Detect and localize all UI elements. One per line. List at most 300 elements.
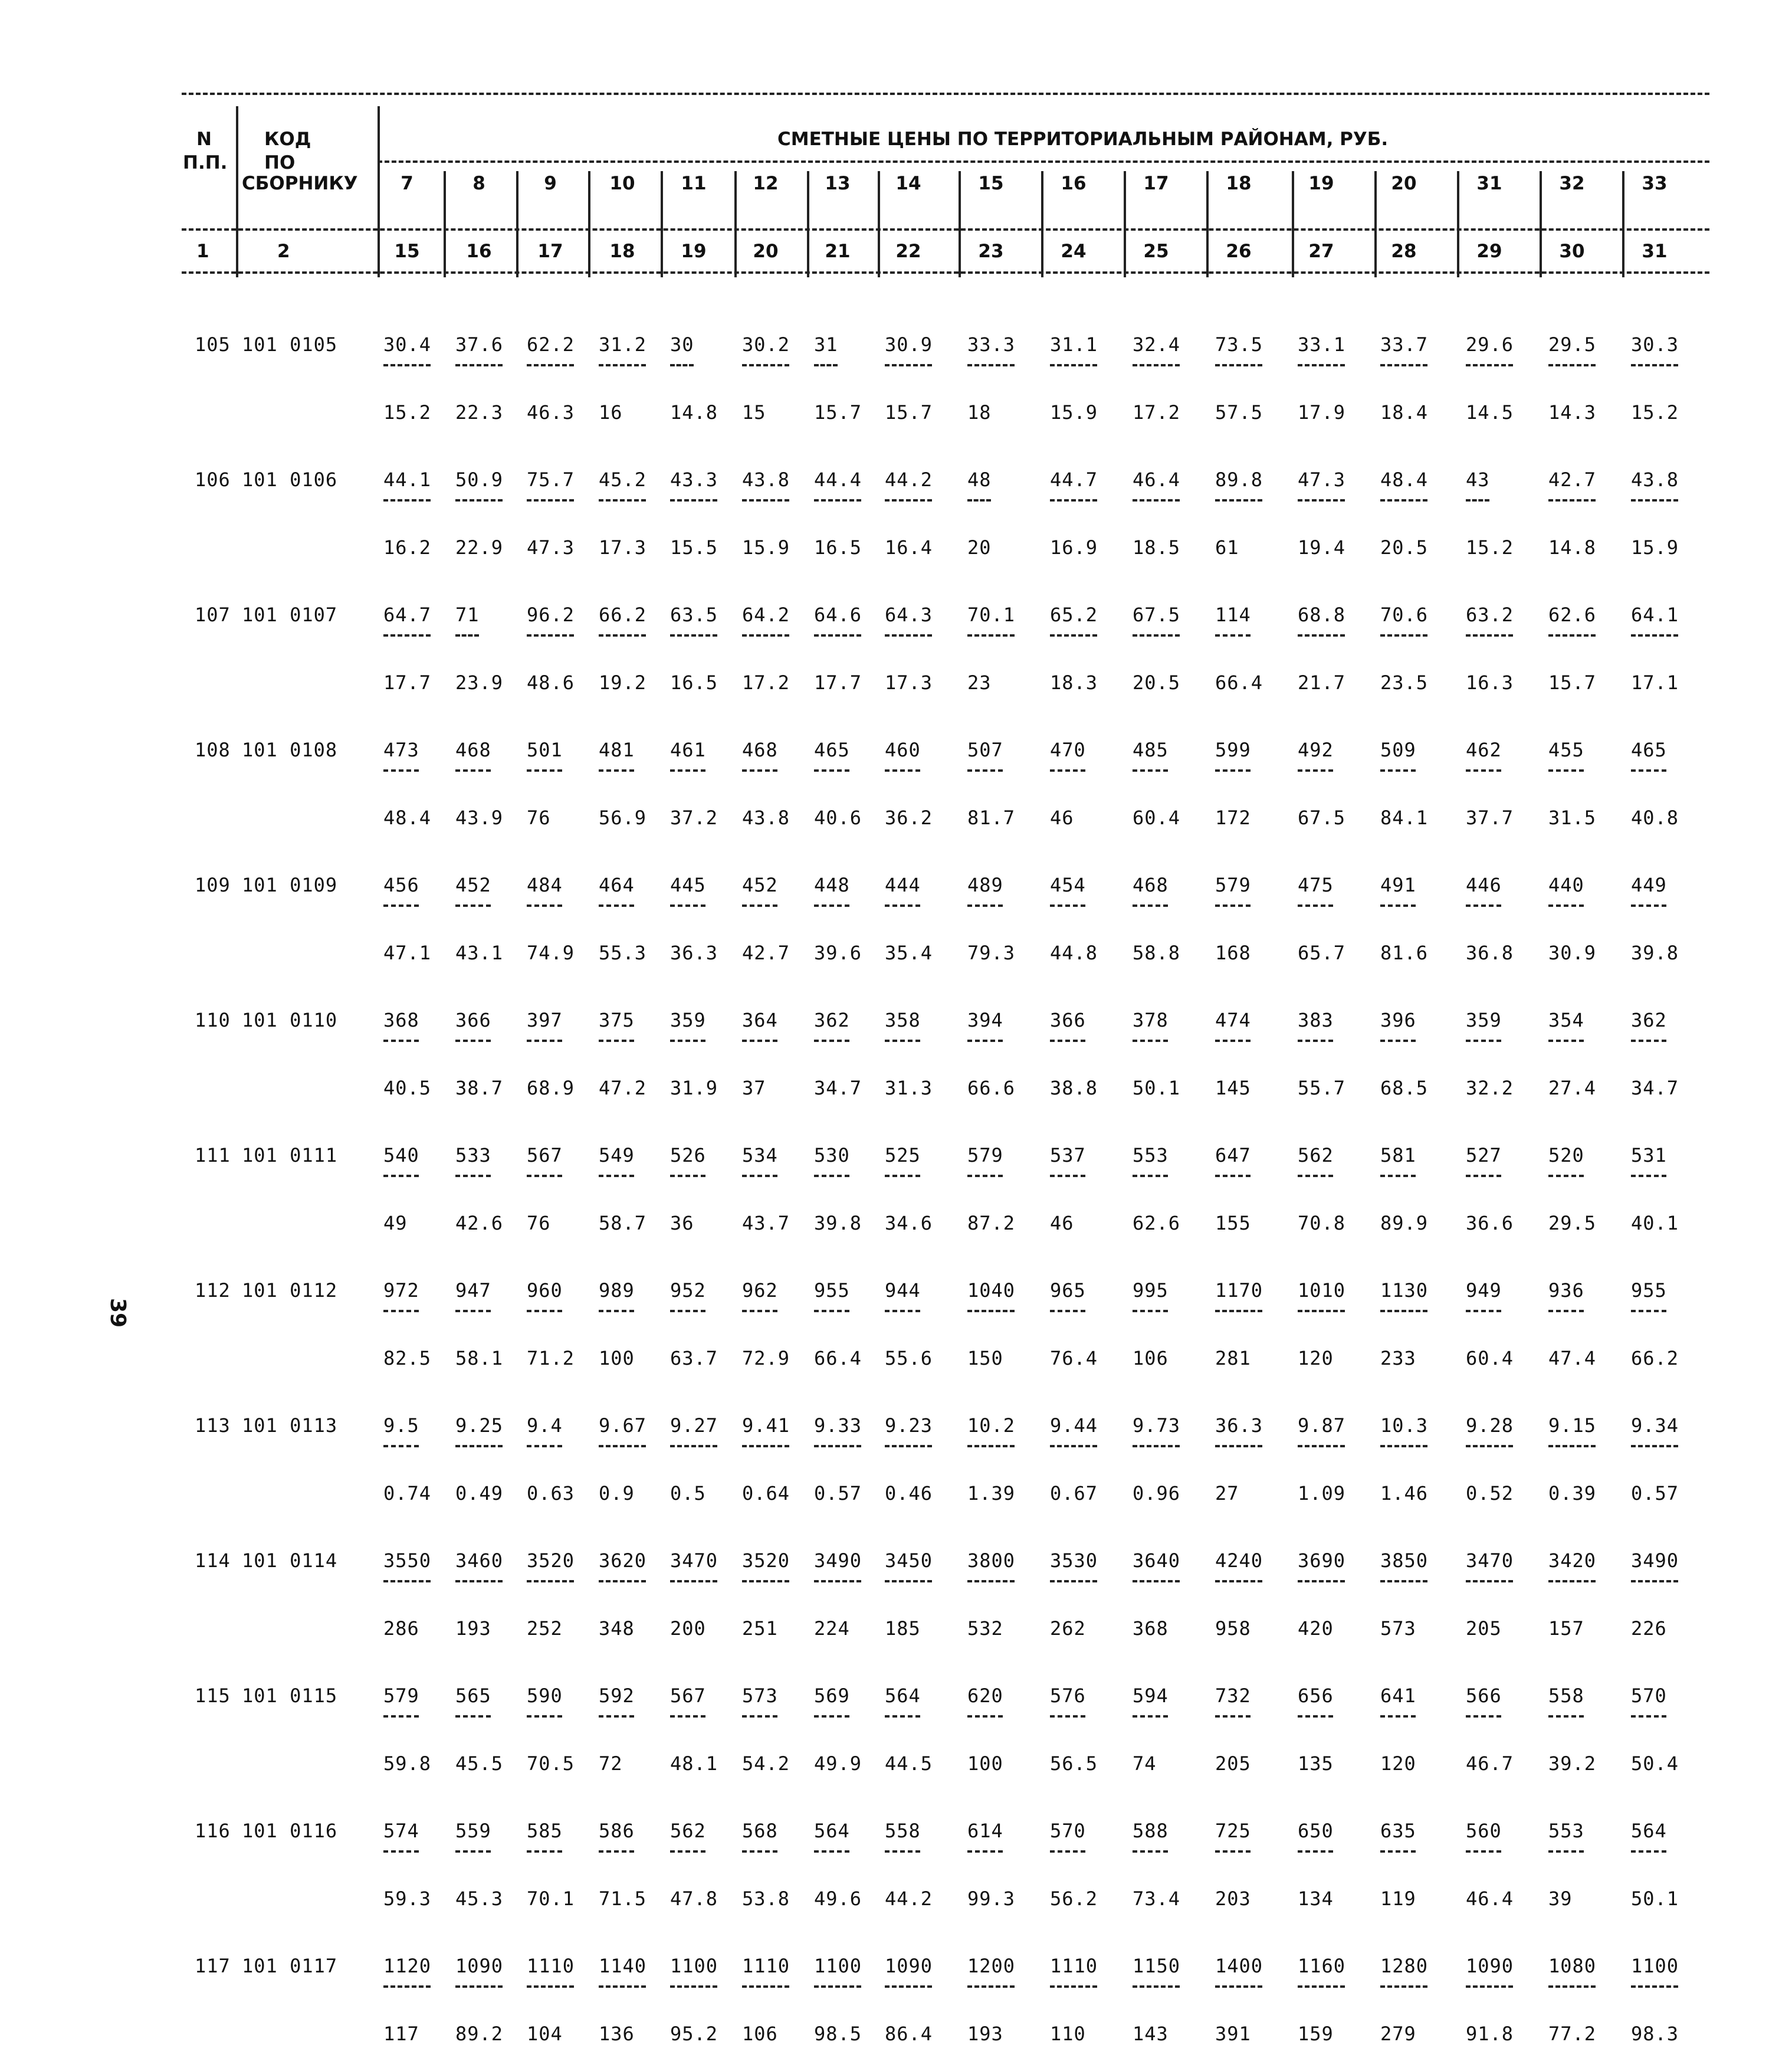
- fraction-bar: [1631, 904, 1666, 907]
- price-cell: 48.4: [383, 806, 432, 829]
- price-cell: 44.2: [885, 468, 933, 491]
- fraction-bar: [1380, 1445, 1427, 1447]
- price-cell: 9.67: [599, 1414, 647, 1437]
- price-cell: 1100: [814, 1955, 862, 1977]
- fraction-bar: [599, 1445, 646, 1447]
- price-cell: 1090: [1466, 1955, 1514, 1977]
- price-cell: 391: [1215, 2022, 1251, 2045]
- price-cell: 10.2: [967, 1414, 1016, 1437]
- fraction-bar: [1380, 1040, 1416, 1042]
- fraction-bar: [1548, 1040, 1584, 1042]
- price-cell: 70.6: [1380, 604, 1429, 626]
- fraction-bar: [967, 1850, 1003, 1853]
- price-cell: 16.5: [670, 671, 718, 694]
- price-cell: 63.7: [670, 1346, 718, 1369]
- price-cell: 71: [455, 604, 480, 626]
- fraction-bar: [599, 634, 646, 637]
- fraction-bar: [1215, 1715, 1251, 1718]
- price-cell: 50.1: [1133, 1076, 1181, 1099]
- fraction-bar: [1298, 1715, 1333, 1718]
- price-cell: 955: [814, 1279, 850, 1302]
- price-cell: 48.1: [670, 1752, 718, 1775]
- fraction-bar: [742, 1445, 789, 1447]
- price-cell: 989: [599, 1279, 635, 1302]
- price-cell: 89.9: [1380, 1211, 1429, 1234]
- fraction-bar: [1298, 1445, 1345, 1447]
- fraction-bar: [383, 904, 419, 907]
- price-cell: 0.96: [1133, 1482, 1181, 1505]
- price-cell: 36.8: [1466, 941, 1514, 964]
- price-cell: 1400: [1215, 1955, 1263, 1977]
- price-cell: 67.5: [1133, 604, 1181, 626]
- price-cell: 42.6: [455, 1211, 504, 1234]
- fraction-bar: [885, 769, 920, 772]
- fraction-bar: [599, 1850, 634, 1853]
- fraction-bar: [742, 1850, 777, 1853]
- price-cell: 31.9: [670, 1076, 718, 1099]
- header-index-1: 1: [196, 241, 209, 262]
- fraction-bar: [1050, 499, 1097, 502]
- district-number: 10: [609, 173, 635, 194]
- price-cell: 1.39: [967, 1482, 1016, 1505]
- price-cell: 378: [1133, 1009, 1169, 1031]
- price-cell: 66.2: [1631, 1346, 1679, 1369]
- row-number: 117: [195, 1955, 231, 1977]
- fraction-bar: [1380, 364, 1427, 366]
- price-cell: 1150: [1133, 1955, 1181, 1977]
- price-cell: 3460: [455, 1549, 504, 1572]
- price-cell: 468: [455, 739, 491, 761]
- price-cell: 4240: [1215, 1549, 1263, 1572]
- price-cell: 81.6: [1380, 941, 1429, 964]
- price-cell: 46.4: [1466, 1887, 1514, 1910]
- fraction-bar: [383, 1310, 419, 1312]
- price-cell: 9.25: [455, 1414, 504, 1437]
- price-cell: 465: [814, 739, 850, 761]
- price-cell: 68.5: [1380, 1076, 1429, 1099]
- price-cell: 104: [527, 2022, 563, 2045]
- district-number: 7: [401, 173, 413, 194]
- district-number: 33: [1642, 173, 1668, 194]
- price-cell: 3550: [383, 1549, 432, 1572]
- price-cell: 64.1: [1631, 604, 1679, 626]
- fraction-bar: [1215, 1040, 1251, 1042]
- column-index: 22: [895, 241, 921, 262]
- price-cell: 71.5: [599, 1887, 647, 1910]
- fraction-bar: [885, 1310, 920, 1312]
- price-cell: 46.7: [1466, 1752, 1514, 1775]
- fraction-bar: [1215, 634, 1251, 637]
- price-cell: 29.6: [1466, 333, 1514, 356]
- fraction-bar: [814, 769, 849, 772]
- price-cell: 49.6: [814, 1887, 862, 1910]
- fraction-bar: [1133, 1715, 1168, 1718]
- price-cell: 581: [1380, 1144, 1416, 1166]
- price-cell: 358: [885, 1009, 921, 1031]
- price-cell: 21.7: [1298, 671, 1346, 694]
- fraction-bar: [1133, 904, 1168, 907]
- fraction-bar: [1548, 1310, 1584, 1312]
- row-code: 101 0110: [242, 1009, 338, 1031]
- price-cell: 440: [1548, 874, 1584, 896]
- fraction-bar: [742, 1580, 789, 1582]
- price-cell: 461: [670, 739, 706, 761]
- fraction-bar: [967, 1310, 1015, 1312]
- fraction-bar: [527, 1040, 562, 1042]
- price-cell: 43: [1466, 468, 1490, 491]
- price-cell: 1130: [1380, 1279, 1429, 1302]
- price-cell: 20.5: [1380, 536, 1429, 559]
- fraction-bar: [1215, 1310, 1262, 1312]
- price-cell: 159: [1298, 2022, 1334, 2045]
- price-cell: 590: [527, 1684, 563, 1707]
- price-cell: 520: [1548, 1144, 1584, 1166]
- fraction-bar: [1215, 1445, 1262, 1447]
- price-cell: 1200: [967, 1955, 1016, 1977]
- fraction-bar: [814, 904, 849, 907]
- price-cell: 936: [1548, 1279, 1584, 1302]
- price-cell: 396: [1380, 1009, 1416, 1031]
- fraction-bar: [1215, 499, 1262, 502]
- column-divider: [878, 171, 880, 277]
- price-cell: 96.2: [527, 604, 575, 626]
- price-cell: 17.2: [1133, 401, 1181, 424]
- fraction-bar: [1548, 499, 1596, 502]
- price-cell: 553: [1133, 1144, 1169, 1166]
- price-cell: 368: [1133, 1617, 1169, 1640]
- price-cell: 100: [599, 1346, 635, 1369]
- price-cell: 286: [383, 1617, 419, 1640]
- price-cell: 27.4: [1548, 1076, 1597, 1099]
- price-cell: 73.4: [1133, 1887, 1181, 1910]
- price-cell: 455: [1548, 739, 1584, 761]
- fraction-bar: [1133, 1985, 1180, 1988]
- header-kod: КОД: [264, 129, 311, 150]
- fraction-bar: [455, 1175, 491, 1177]
- fraction-bar: [967, 769, 1003, 772]
- price-cell: 48.4: [1380, 468, 1429, 491]
- price-cell: 15.7: [814, 401, 862, 424]
- price-cell: 567: [670, 1684, 706, 1707]
- price-cell: 89.8: [1215, 468, 1263, 491]
- fraction-bar: [742, 1715, 777, 1718]
- fraction-bar: [742, 1310, 777, 1312]
- price-cell: 383: [1298, 1009, 1334, 1031]
- price-cell: 18.5: [1133, 536, 1181, 559]
- price-cell: 46.4: [1133, 468, 1181, 491]
- price-cell: 53.8: [742, 1887, 790, 1910]
- fraction-bar: [1466, 1850, 1501, 1853]
- column-divider: [236, 106, 238, 277]
- price-cell: 15.9: [742, 536, 790, 559]
- fraction-bar: [1050, 634, 1097, 637]
- column-index: 16: [466, 241, 492, 262]
- price-cell: 560: [1466, 1820, 1502, 1842]
- fraction-bar: [1050, 1715, 1085, 1718]
- row-number: 111: [195, 1144, 231, 1166]
- price-cell: 136: [599, 2022, 635, 2045]
- row-code: 101 0113: [242, 1414, 338, 1437]
- fraction-bar: [1050, 1985, 1097, 1988]
- price-cell: 586: [599, 1820, 635, 1842]
- fraction-bar: [885, 364, 932, 366]
- fraction-bar: [885, 499, 932, 502]
- price-cell: 18.4: [1380, 401, 1429, 424]
- price-cell: 16.2: [383, 536, 432, 559]
- price-cell: 74.9: [527, 941, 575, 964]
- fraction-bar: [1380, 1985, 1427, 1988]
- row-number: 107: [195, 604, 231, 626]
- row-code: 101 0111: [242, 1144, 338, 1166]
- price-cell: 22.3: [455, 401, 504, 424]
- row-code: 101 0114: [242, 1549, 338, 1572]
- fraction-bar: [1050, 1175, 1085, 1177]
- price-cell: 15.2: [1631, 401, 1679, 424]
- fraction-bar: [1548, 1850, 1584, 1853]
- price-cell: 620: [967, 1684, 1003, 1707]
- column-index: 26: [1226, 241, 1252, 262]
- fraction-bar: [1466, 1445, 1513, 1447]
- fraction-bar: [383, 364, 431, 366]
- price-cell: 1100: [670, 1955, 718, 1977]
- fraction-bar: [1466, 1985, 1513, 1988]
- price-cell: 63.5: [670, 604, 718, 626]
- price-cell: 549: [599, 1144, 635, 1166]
- fraction-bar: [670, 1985, 717, 1988]
- fraction-bar: [1631, 769, 1666, 772]
- price-cell: 33.1: [1298, 333, 1346, 356]
- price-cell: 54.2: [742, 1752, 790, 1775]
- price-cell: 44.1: [383, 468, 432, 491]
- price-cell: 955: [1631, 1279, 1667, 1302]
- fraction-bar: [967, 1175, 1003, 1177]
- fraction-bar: [670, 1715, 705, 1718]
- price-cell: 468: [1133, 874, 1169, 896]
- price-cell: 1170: [1215, 1279, 1263, 1302]
- fraction-bar: [599, 499, 646, 502]
- price-cell: 362: [1631, 1009, 1667, 1031]
- column-divider: [1374, 171, 1377, 277]
- price-cell: 15: [742, 401, 766, 424]
- price-cell: 70.1: [967, 604, 1016, 626]
- price-cell: 0.57: [1631, 1482, 1679, 1505]
- row-number: 106: [195, 468, 231, 491]
- price-cell: 15.2: [383, 401, 432, 424]
- price-cell: 62.6: [1548, 604, 1597, 626]
- price-cell: 34.7: [1631, 1076, 1679, 1099]
- fraction-bar: [885, 1445, 932, 1447]
- fraction-bar: [1466, 1580, 1513, 1582]
- price-cell: 9.87: [1298, 1414, 1346, 1437]
- price-cell: 59.8: [383, 1752, 432, 1775]
- fraction-bar: [1548, 1445, 1596, 1447]
- price-cell: 585: [527, 1820, 563, 1842]
- price-cell: 9.34: [1631, 1414, 1679, 1437]
- fraction-bar: [1466, 769, 1501, 772]
- column-divider: [661, 171, 663, 277]
- price-cell: 66.6: [967, 1076, 1016, 1099]
- price-cell: 0.39: [1548, 1482, 1597, 1505]
- fraction-bar: [670, 1850, 705, 1853]
- price-cell: 452: [455, 874, 491, 896]
- price-cell: 47.3: [1298, 468, 1346, 491]
- price-cell: 38.7: [455, 1076, 504, 1099]
- header-top-rule: [182, 93, 1709, 95]
- price-cell: 16.4: [885, 536, 933, 559]
- price-cell: 1040: [967, 1279, 1016, 1302]
- price-cell: 0.5: [670, 1482, 706, 1505]
- fraction-bar: [1466, 1715, 1501, 1718]
- price-cell: 17.3: [885, 671, 933, 694]
- price-cell: 564: [814, 1820, 850, 1842]
- price-cell: 37.6: [455, 333, 504, 356]
- price-cell: 958: [1215, 1617, 1251, 1640]
- price-cell: 37: [742, 1076, 766, 1099]
- fraction-bar: [1548, 1580, 1596, 1582]
- price-cell: 1110: [742, 1955, 790, 1977]
- price-cell: 33.7: [1380, 333, 1429, 356]
- district-number: 16: [1061, 173, 1087, 194]
- fraction-bar: [1050, 1310, 1085, 1312]
- price-cell: 106: [742, 2022, 778, 2045]
- fraction-bar: [670, 1175, 705, 1177]
- price-cell: 23.9: [455, 671, 504, 694]
- column-index: 28: [1391, 241, 1417, 262]
- fraction-bar: [455, 634, 479, 637]
- fraction-bar: [814, 499, 861, 502]
- fraction-bar: [1380, 499, 1427, 502]
- fraction-bar: [1133, 1445, 1180, 1447]
- price-cell: 75.7: [527, 468, 575, 491]
- price-cell: 100: [967, 1752, 1003, 1775]
- price-cell: 17.9: [1298, 401, 1346, 424]
- fraction-bar: [814, 634, 861, 637]
- price-cell: 470: [1050, 739, 1086, 761]
- fraction-bar: [527, 769, 562, 772]
- fraction-bar: [383, 769, 419, 772]
- price-cell: 172: [1215, 806, 1251, 829]
- fraction-bar: [599, 1715, 634, 1718]
- price-cell: 19.4: [1298, 536, 1346, 559]
- price-cell: 27: [1215, 1482, 1239, 1505]
- column-divider: [1292, 171, 1294, 277]
- fraction-bar: [670, 1445, 717, 1447]
- fraction-bar: [1298, 904, 1333, 907]
- price-cell: 368: [383, 1009, 419, 1031]
- price-cell: 117: [383, 2022, 419, 2045]
- price-cell: 14.8: [670, 401, 718, 424]
- price-cell: 48: [967, 468, 992, 491]
- price-cell: 3530: [1050, 1549, 1098, 1572]
- fraction-bar: [1050, 1445, 1097, 1447]
- price-cell: 56.2: [1050, 1887, 1098, 1910]
- fraction-bar: [1133, 1850, 1168, 1853]
- price-cell: 200: [670, 1617, 706, 1640]
- price-cell: 65.2: [1050, 604, 1098, 626]
- price-cell: 251: [742, 1617, 778, 1640]
- price-cell: 135: [1298, 1752, 1334, 1775]
- fraction-bar: [814, 364, 838, 366]
- fraction-bar: [383, 1445, 419, 1447]
- fraction-bar: [1631, 499, 1678, 502]
- price-cell: 23: [967, 671, 992, 694]
- price-cell: 507: [967, 739, 1003, 761]
- fraction-bar: [1466, 634, 1513, 637]
- header-index-2: 2: [277, 241, 290, 262]
- fraction-bar: [1133, 1580, 1180, 1582]
- column-divider: [959, 171, 961, 277]
- district-number: 17: [1143, 173, 1169, 194]
- price-cell: 60.4: [1133, 806, 1181, 829]
- price-cell: 150: [967, 1346, 1003, 1369]
- price-cell: 120: [1298, 1346, 1334, 1369]
- row-number: 112: [195, 1279, 231, 1302]
- fraction-bar: [599, 364, 646, 366]
- price-cell: 533: [455, 1144, 491, 1166]
- price-cell: 224: [814, 1617, 850, 1640]
- price-cell: 98.5: [814, 2022, 862, 2045]
- fraction-bar: [1631, 634, 1678, 637]
- price-cell: 592: [599, 1684, 635, 1707]
- price-cell: 185: [885, 1617, 921, 1640]
- fraction-bar: [455, 1040, 491, 1042]
- fraction-bar: [1380, 1850, 1416, 1853]
- price-cell: 66.4: [814, 1346, 862, 1369]
- district-number: 31: [1476, 173, 1502, 194]
- column-index: 17: [537, 241, 563, 262]
- price-cell: 588: [1133, 1820, 1169, 1842]
- price-cell: 562: [670, 1820, 706, 1842]
- price-cell: 1.09: [1298, 1482, 1346, 1505]
- fraction-bar: [527, 364, 574, 366]
- price-cell: 570: [1631, 1684, 1667, 1707]
- fraction-bar: [814, 1715, 849, 1718]
- fraction-bar: [455, 1580, 503, 1582]
- price-cell: 47.3: [527, 536, 575, 559]
- column-divider: [444, 171, 446, 277]
- price-cell: 76: [527, 806, 551, 829]
- fraction-bar: [455, 364, 503, 366]
- fraction-bar: [1298, 1985, 1345, 1988]
- price-cell: 63.2: [1466, 604, 1514, 626]
- district-number: 8: [472, 173, 485, 194]
- price-cell: 362: [814, 1009, 850, 1031]
- price-cell: 947: [455, 1279, 491, 1302]
- fraction-bar: [742, 769, 777, 772]
- price-cell: 3800: [967, 1549, 1016, 1572]
- price-cell: 475: [1298, 874, 1334, 896]
- price-cell: 34.6: [885, 1211, 933, 1234]
- price-cell: 279: [1380, 2022, 1416, 2045]
- price-cell: 58.1: [455, 1346, 504, 1369]
- price-cell: 509: [1380, 739, 1416, 761]
- price-cell: 348: [599, 1617, 635, 1640]
- fraction-bar: [670, 769, 705, 772]
- fraction-bar: [527, 1310, 562, 1312]
- column-divider: [807, 171, 809, 277]
- column-index: 19: [681, 241, 707, 262]
- price-cell: 445: [670, 874, 706, 896]
- fraction-bar: [455, 1310, 491, 1312]
- price-cell: 205: [1215, 1752, 1251, 1775]
- price-cell: 949: [1466, 1279, 1502, 1302]
- fraction-bar: [383, 1850, 419, 1853]
- price-cell: 3620: [599, 1549, 647, 1572]
- price-cell: 226: [1631, 1617, 1667, 1640]
- price-cell: 203: [1215, 1887, 1251, 1910]
- price-cell: 464: [599, 874, 635, 896]
- price-cell: 55.7: [1298, 1076, 1346, 1099]
